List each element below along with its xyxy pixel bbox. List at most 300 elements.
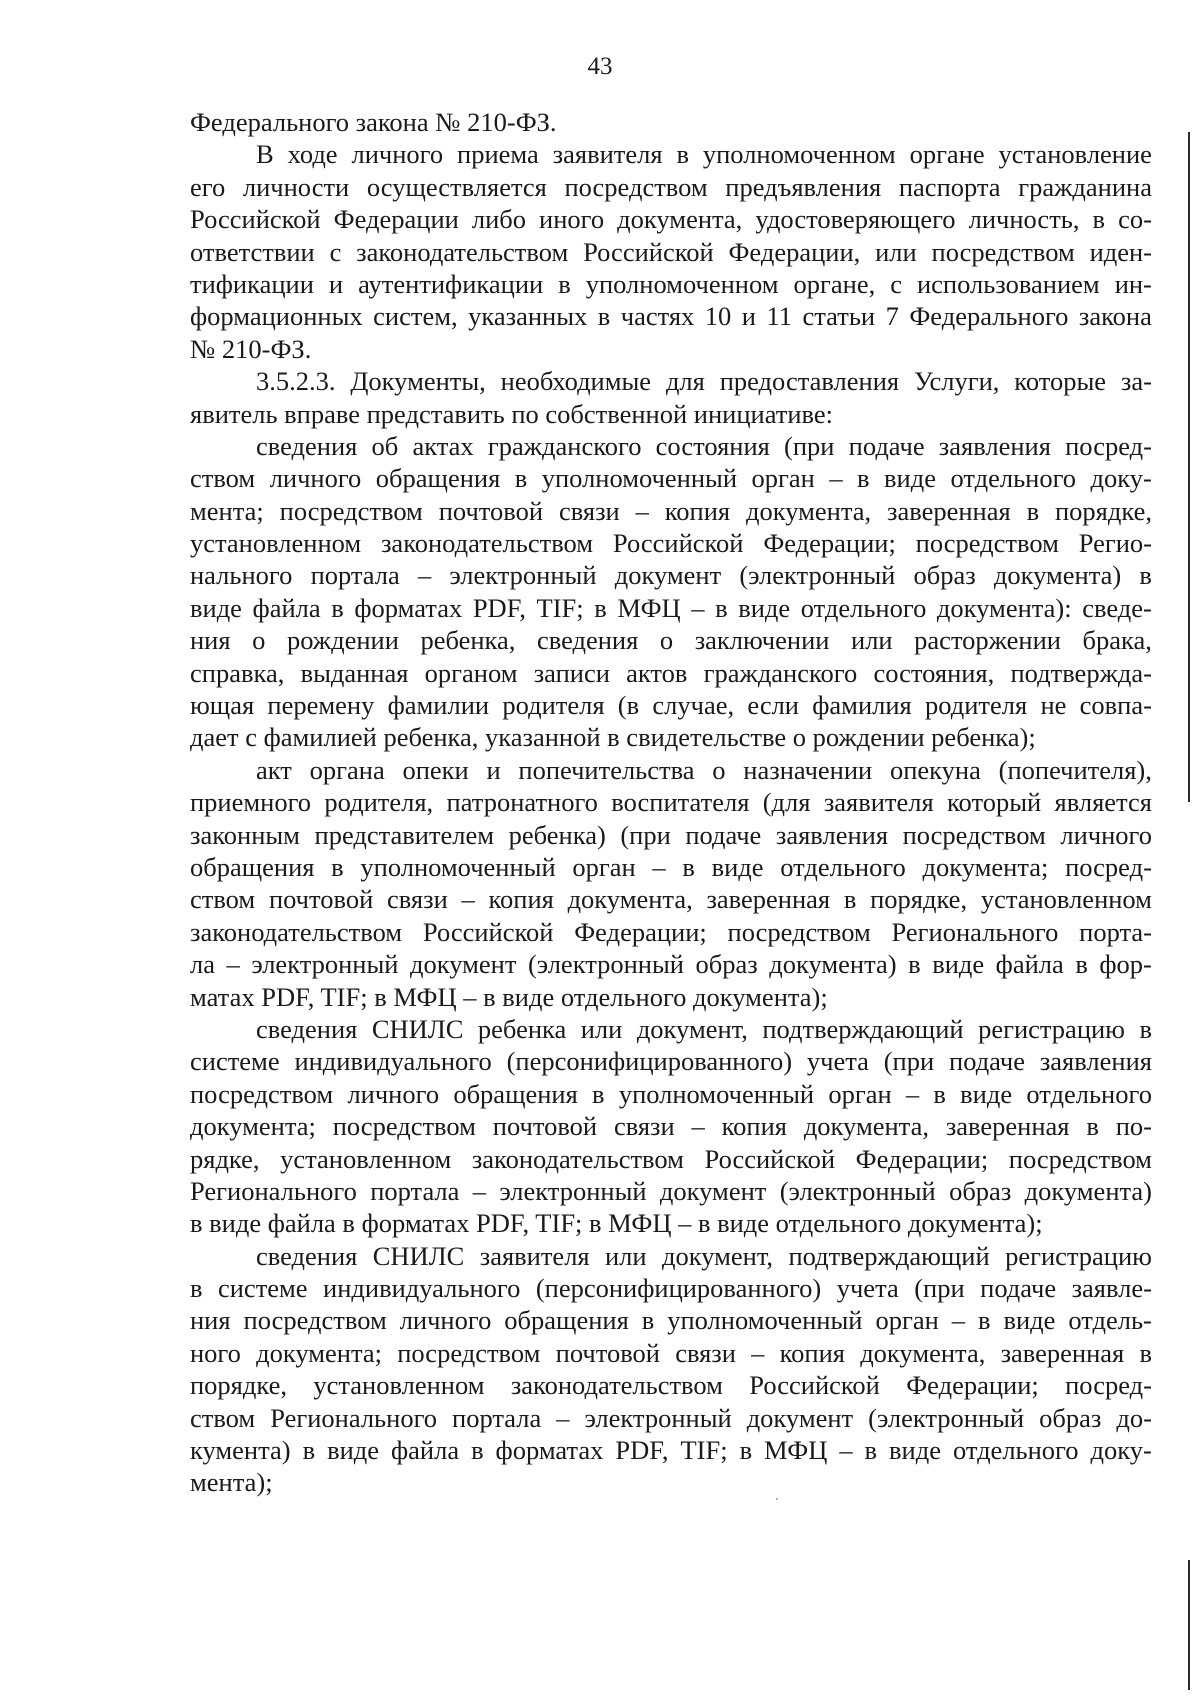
word: документа, bbox=[860, 1337, 986, 1368]
text-line bbox=[190, 138, 1152, 170]
word: которые bbox=[1014, 366, 1107, 397]
word: с bbox=[890, 268, 902, 299]
word: – bbox=[691, 592, 705, 623]
word: о bbox=[659, 625, 674, 656]
word: справка, bbox=[190, 657, 285, 688]
word: индивидуального bbox=[323, 1273, 521, 1304]
word: родителя bbox=[502, 690, 605, 721]
word: PDF, bbox=[472, 592, 526, 623]
word: виде bbox=[327, 1435, 380, 1466]
word: осуществляется bbox=[366, 171, 547, 202]
word: представителем bbox=[314, 819, 495, 850]
word: (при bbox=[883, 1046, 935, 1077]
text-line: мента); bbox=[190, 1467, 273, 1498]
word: личного bbox=[347, 1078, 440, 1109]
word: ством bbox=[190, 884, 256, 915]
word: Федерации, bbox=[728, 236, 861, 267]
word: законным bbox=[190, 819, 300, 850]
word: установление bbox=[998, 139, 1152, 170]
word: иден- bbox=[1089, 236, 1152, 267]
text-line bbox=[190, 527, 1152, 559]
word: не bbox=[1040, 690, 1067, 721]
text-line bbox=[190, 592, 1152, 624]
word: гражданского bbox=[703, 657, 858, 688]
word: в bbox=[1092, 204, 1106, 235]
word: в bbox=[1075, 949, 1088, 980]
word: или bbox=[580, 1013, 623, 1044]
word: (при bbox=[784, 430, 835, 461]
text-line bbox=[190, 268, 1152, 300]
word: документа, bbox=[617, 204, 743, 235]
word: расторжении bbox=[914, 625, 1061, 656]
word: предоставления bbox=[719, 366, 900, 397]
word: приема bbox=[457, 139, 539, 170]
word: сведения bbox=[256, 430, 358, 461]
margin-scan-mark-top bbox=[1188, 132, 1190, 802]
word: посредством bbox=[397, 1337, 541, 1368]
word: или bbox=[851, 625, 893, 656]
word: заявления bbox=[938, 430, 1051, 461]
word: отдель- bbox=[1068, 1305, 1152, 1336]
word: в bbox=[1026, 495, 1040, 526]
word: в bbox=[1139, 560, 1152, 591]
word: заверенная bbox=[887, 495, 1011, 526]
word: выданная bbox=[300, 657, 409, 688]
word: регистрацию bbox=[1005, 1240, 1152, 1271]
margin-scan-mark-bottom bbox=[1188, 1560, 1190, 1690]
word: в bbox=[1086, 1111, 1099, 1142]
word: файла bbox=[390, 1435, 460, 1466]
word: о bbox=[712, 754, 726, 785]
text-line bbox=[190, 1369, 1152, 1401]
word: электронный bbox=[449, 560, 597, 591]
word: обращения bbox=[375, 463, 501, 494]
word: почтовой bbox=[492, 1111, 598, 1142]
word: форматах bbox=[354, 592, 463, 623]
word: за- bbox=[1120, 366, 1152, 397]
word: иного bbox=[539, 204, 605, 235]
word: фамилии bbox=[387, 690, 490, 721]
text-line bbox=[190, 1143, 1152, 1175]
word: сведения bbox=[256, 1013, 358, 1044]
word: или bbox=[875, 236, 917, 267]
text-line bbox=[190, 203, 1152, 235]
word: заверенная bbox=[945, 1111, 1070, 1142]
word: посредством bbox=[902, 819, 1046, 850]
word: – bbox=[461, 884, 475, 915]
word: МФЦ bbox=[617, 592, 681, 623]
word: в bbox=[908, 949, 921, 980]
text-line bbox=[190, 1304, 1152, 1336]
word: – bbox=[226, 949, 240, 980]
word: обращения bbox=[190, 851, 315, 882]
word: в bbox=[558, 268, 571, 299]
word: учета bbox=[836, 1273, 899, 1304]
word: Федерации; bbox=[855, 1143, 989, 1174]
word: акт bbox=[256, 754, 292, 785]
word: установленном bbox=[980, 884, 1152, 915]
word: документ bbox=[614, 560, 722, 591]
word: документ, bbox=[636, 1013, 748, 1044]
word: уполномоченном bbox=[702, 139, 896, 170]
word: доку- bbox=[1090, 1435, 1152, 1466]
word: частях bbox=[620, 301, 695, 332]
word: связи bbox=[387, 884, 448, 915]
word: орган bbox=[875, 1305, 939, 1336]
word: заявителя bbox=[823, 787, 934, 818]
word: копия bbox=[721, 1111, 787, 1142]
word: виде bbox=[711, 851, 764, 882]
word: TIF; bbox=[680, 1435, 728, 1466]
text-line bbox=[190, 559, 1152, 591]
text-line: Федерального закона № 210-ФЗ. bbox=[190, 107, 557, 137]
word: подтвержда- bbox=[1010, 657, 1152, 688]
word: законодательством bbox=[380, 528, 594, 559]
word: фор- bbox=[1099, 949, 1152, 980]
word: случае, bbox=[652, 690, 735, 721]
word: документа, bbox=[745, 495, 872, 526]
word: использованием bbox=[916, 268, 1100, 299]
word: посредством bbox=[1008, 1143, 1152, 1174]
word: заявителя bbox=[552, 139, 663, 170]
word: ответствии bbox=[190, 236, 315, 267]
word: ходе bbox=[287, 139, 338, 170]
word: – bbox=[951, 1305, 965, 1336]
word: Федерального bbox=[909, 301, 1069, 332]
word: Федерации; bbox=[763, 528, 896, 559]
word: в bbox=[592, 1078, 605, 1109]
text-line bbox=[190, 1434, 1152, 1466]
word: необходимые bbox=[500, 366, 652, 397]
word: подтверждающий bbox=[788, 1240, 990, 1271]
word: посред- bbox=[1065, 430, 1152, 461]
word: систем, bbox=[373, 301, 458, 332]
word: – bbox=[751, 1337, 765, 1368]
text-line bbox=[190, 1045, 1152, 1077]
word: опеки bbox=[402, 754, 469, 785]
word: 3.5.2.3. bbox=[256, 366, 336, 397]
word: орган bbox=[828, 1078, 892, 1109]
text-line bbox=[190, 365, 1152, 397]
word: подаче bbox=[848, 430, 925, 461]
word: порядке, bbox=[870, 884, 968, 915]
word: указанных bbox=[468, 301, 588, 332]
word: до- bbox=[1116, 1402, 1152, 1433]
word: заверенная bbox=[706, 884, 831, 915]
text-line: дает с фамилией ребенка, указанной в свидетельстве о рождении ребенка); bbox=[190, 722, 1036, 753]
word: виде bbox=[738, 592, 791, 623]
text-line bbox=[190, 851, 1152, 883]
word: гражданина bbox=[1018, 171, 1152, 202]
word: его bbox=[190, 171, 226, 202]
scan-speck bbox=[776, 1498, 778, 1500]
word: В bbox=[256, 139, 274, 170]
word: ния bbox=[190, 1305, 231, 1336]
word: Федерации bbox=[333, 204, 459, 235]
word: – bbox=[905, 1078, 920, 1109]
word: предъявления bbox=[725, 171, 882, 202]
word: орган bbox=[572, 851, 636, 882]
word: (электронный bbox=[868, 1402, 1025, 1433]
word: подаче bbox=[949, 1046, 1025, 1077]
word: Российской bbox=[749, 1370, 880, 1401]
word: МФЦ bbox=[764, 1435, 828, 1466]
word: совпа- bbox=[1079, 690, 1152, 721]
word: образ bbox=[913, 560, 976, 591]
word: посредством bbox=[332, 1111, 476, 1142]
word: связи bbox=[558, 495, 620, 526]
word: виде bbox=[960, 1078, 1013, 1109]
word: в bbox=[715, 592, 728, 623]
word: посредством bbox=[931, 236, 1075, 267]
word: почтовой bbox=[438, 495, 544, 526]
word: опекуна bbox=[889, 754, 981, 785]
word: уполномоченном bbox=[585, 268, 779, 299]
text-line bbox=[190, 754, 1152, 786]
word: уполномоченный bbox=[618, 1078, 815, 1109]
text-line bbox=[190, 657, 1152, 689]
text-line bbox=[190, 916, 1152, 948]
word: Документы, bbox=[350, 366, 486, 397]
word: документа, bbox=[803, 1111, 929, 1142]
word: статьи bbox=[802, 301, 876, 332]
word: и bbox=[486, 754, 501, 785]
word: в bbox=[933, 1078, 946, 1109]
word: виде bbox=[884, 463, 936, 494]
word: посред- bbox=[1065, 1370, 1152, 1401]
word: рождении bbox=[286, 625, 399, 656]
word: документа; bbox=[256, 1337, 382, 1368]
word: – bbox=[472, 1175, 487, 1206]
word: ством bbox=[190, 463, 256, 494]
word: посредством bbox=[727, 916, 871, 947]
word: актов bbox=[626, 657, 688, 688]
word: личность, bbox=[968, 204, 1080, 235]
word: портала bbox=[370, 1175, 460, 1206]
word: доку- bbox=[1090, 463, 1152, 494]
word: воспитателя bbox=[611, 787, 750, 818]
word: мента; bbox=[190, 495, 264, 526]
word: уполномоченный bbox=[541, 463, 738, 494]
word: электронный bbox=[499, 1175, 647, 1206]
word: родителя, bbox=[324, 787, 434, 818]
word: если bbox=[747, 690, 799, 721]
word: состояния, bbox=[873, 657, 995, 688]
word: СНИЛС bbox=[371, 1013, 464, 1044]
word: заявления bbox=[1039, 1046, 1152, 1077]
word: виде bbox=[190, 592, 242, 623]
word: и bbox=[741, 301, 756, 332]
word: документ bbox=[659, 1175, 767, 1206]
word: почтовой bbox=[268, 884, 374, 915]
word: форматах bbox=[495, 1435, 604, 1466]
word: либо bbox=[471, 204, 526, 235]
word: с bbox=[329, 236, 342, 267]
word: патронатного bbox=[446, 787, 598, 818]
word: (персонифицированного) bbox=[506, 1046, 793, 1077]
word: ин- bbox=[1114, 268, 1152, 299]
word: (попечителя), bbox=[998, 754, 1152, 785]
word: со- bbox=[1118, 204, 1152, 235]
word: документ, bbox=[661, 1240, 774, 1271]
word: подтверждающий bbox=[762, 1013, 964, 1044]
word: назначении bbox=[743, 754, 873, 785]
word: документа) bbox=[993, 560, 1122, 591]
word: заключении bbox=[694, 625, 830, 656]
word: образ bbox=[1039, 1402, 1102, 1433]
word: ющая bbox=[190, 690, 255, 721]
text-line bbox=[190, 1110, 1152, 1142]
word: посредством bbox=[564, 171, 708, 202]
word: законодательством bbox=[190, 916, 403, 947]
word: 11 bbox=[766, 301, 793, 332]
word: Регионального bbox=[270, 1402, 438, 1433]
word: паспорта bbox=[898, 171, 1001, 202]
word: TIF; bbox=[536, 592, 584, 623]
word: посред- bbox=[1065, 851, 1152, 882]
word: Регионального bbox=[891, 916, 1059, 947]
word: ством bbox=[190, 1402, 256, 1433]
word: (электронный bbox=[527, 949, 684, 980]
text-line bbox=[190, 689, 1152, 721]
word: документа; bbox=[922, 851, 1049, 882]
word: уполномоченный bbox=[360, 851, 556, 882]
word: уполномоченный bbox=[667, 1305, 863, 1336]
text-line bbox=[190, 1337, 1152, 1369]
word: ния bbox=[190, 625, 231, 656]
word: актах bbox=[412, 430, 474, 461]
word: документа, bbox=[567, 884, 693, 915]
text-line bbox=[190, 1272, 1152, 1304]
word: о bbox=[252, 625, 266, 656]
word: документ bbox=[410, 949, 517, 980]
text-line bbox=[190, 883, 1152, 915]
word: – bbox=[417, 560, 432, 591]
word: документа) bbox=[769, 949, 897, 980]
word: брака, bbox=[1082, 625, 1152, 656]
word: установленном bbox=[280, 1143, 452, 1174]
text-line bbox=[190, 1402, 1152, 1434]
word: Федерации; bbox=[906, 1370, 1039, 1401]
word: посредством bbox=[190, 1078, 334, 1109]
word: связи bbox=[613, 1111, 675, 1142]
word: родителя bbox=[925, 690, 1028, 721]
text-line bbox=[190, 1013, 1152, 1045]
word: законодательством bbox=[356, 236, 569, 267]
word: кумента) bbox=[190, 1435, 291, 1466]
text-line: в виде файла в форматах PDF, TIF; в МФЦ – в виде отдельного документа); bbox=[190, 1208, 1043, 1239]
word: Российской bbox=[422, 916, 554, 947]
word: отдельного bbox=[800, 592, 927, 623]
word: отдельного bbox=[950, 463, 1077, 494]
word: PDF, bbox=[615, 1435, 669, 1466]
text-line: явитель вправе представить по собственной инициативе: bbox=[190, 398, 834, 429]
word: установленном bbox=[313, 1370, 485, 1401]
word: копия bbox=[488, 884, 554, 915]
word: – bbox=[839, 1435, 853, 1466]
word: заявителя bbox=[479, 1240, 590, 1271]
word: подаче bbox=[980, 1273, 1057, 1304]
word: формационных bbox=[190, 301, 363, 332]
word: в bbox=[1139, 1337, 1152, 1368]
word: учета bbox=[806, 1046, 869, 1077]
word: личного bbox=[351, 139, 444, 170]
word: (персонифицированного) bbox=[535, 1273, 822, 1304]
word: приемного bbox=[190, 787, 312, 818]
text-line bbox=[190, 462, 1152, 494]
word: в bbox=[597, 301, 611, 332]
word: электронный bbox=[584, 1402, 732, 1433]
word: в bbox=[1139, 1013, 1152, 1044]
text-line bbox=[190, 495, 1152, 527]
word: в bbox=[514, 463, 528, 494]
word: посредством bbox=[915, 528, 1059, 559]
word: и bbox=[328, 268, 344, 299]
word: (электронный bbox=[779, 1175, 936, 1206]
text-line bbox=[190, 171, 1152, 203]
word: заявления bbox=[775, 819, 889, 850]
word: 7 bbox=[885, 301, 899, 332]
word: посредством bbox=[279, 495, 423, 526]
word: копия bbox=[664, 495, 731, 526]
word: электронный bbox=[251, 949, 399, 980]
word: органе bbox=[909, 139, 985, 170]
word: закона bbox=[1078, 301, 1152, 332]
word: порта- bbox=[1079, 916, 1152, 947]
word: – bbox=[652, 851, 666, 882]
word: 10 bbox=[704, 301, 732, 332]
text-line bbox=[190, 948, 1152, 980]
word: об bbox=[371, 430, 399, 461]
word: является bbox=[1054, 787, 1152, 818]
word: Федерации; bbox=[574, 916, 707, 947]
word: отдельного bbox=[952, 1435, 1079, 1466]
word: порядке, bbox=[1055, 495, 1152, 526]
word: в bbox=[471, 1435, 484, 1466]
word: удостоверяющего bbox=[755, 204, 956, 235]
word: личности bbox=[242, 171, 350, 202]
word: регистрацию bbox=[978, 1013, 1125, 1044]
word: связи bbox=[675, 1337, 736, 1368]
word: в bbox=[331, 592, 344, 623]
word: документа): bbox=[936, 592, 1072, 623]
word: по- bbox=[1115, 1111, 1152, 1142]
word: в bbox=[594, 592, 607, 623]
word: Российской bbox=[704, 1143, 836, 1174]
word: в bbox=[739, 1435, 753, 1466]
text-line bbox=[190, 1078, 1152, 1110]
word: состояния bbox=[655, 430, 770, 461]
word: ребенка bbox=[477, 1013, 567, 1044]
word: файла bbox=[252, 592, 321, 623]
word: в bbox=[682, 851, 695, 882]
word: портала bbox=[310, 560, 400, 591]
word: или bbox=[605, 1240, 647, 1271]
word: личного bbox=[399, 1305, 492, 1336]
word: органе, bbox=[793, 268, 876, 299]
word: виде bbox=[889, 1435, 941, 1466]
word: СНИЛС bbox=[372, 1240, 465, 1271]
word: записи bbox=[533, 657, 610, 688]
word: для bbox=[665, 366, 705, 397]
word: – bbox=[635, 495, 649, 526]
word: обращения bbox=[453, 1078, 578, 1109]
text-line: № 210-ФЗ. bbox=[190, 333, 312, 364]
word: законодательством bbox=[510, 1370, 723, 1401]
word: гражданского bbox=[487, 430, 642, 461]
word: перемену bbox=[267, 690, 375, 721]
word: документ bbox=[746, 1402, 854, 1433]
